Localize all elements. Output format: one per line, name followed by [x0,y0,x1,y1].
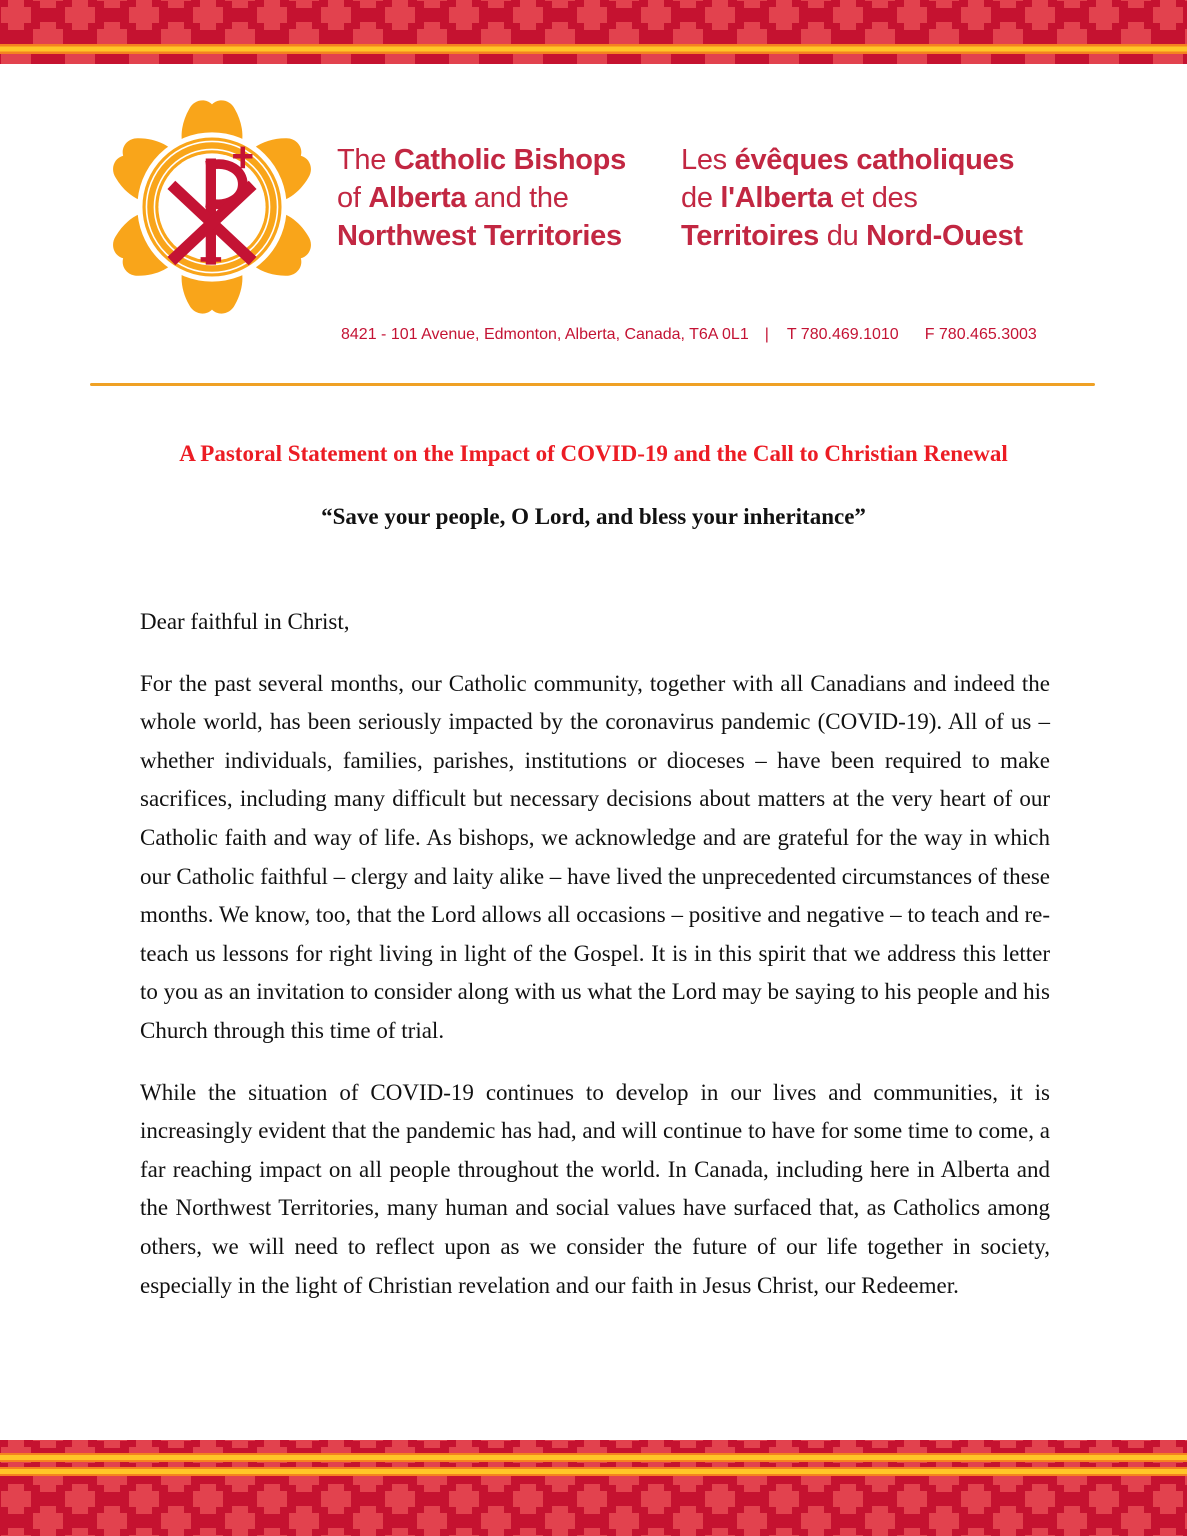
org-word: Les [681,144,735,176]
org-word: et des [832,182,918,214]
document-subtitle: “Save your people, O Lord, and bless your inheritance” [321,504,866,529]
salutation: Dear faithful in Christ, [140,609,350,634]
org-word-bold: évêques catholiques [734,144,1015,176]
top-border-pattern [0,0,1187,64]
org-word: The [337,144,394,176]
org-word-bold: Northwest Territories [337,220,622,252]
gold-divider-rule [90,383,1095,386]
org-name-line [337,217,626,255]
org-word-bold: l'Alberta [720,182,833,214]
phone-number: T 780.469.1010 [786,326,899,343]
org-word-bold: Nord-Ouest [866,220,1023,252]
org-word-bold: Territoires [681,220,819,252]
org-word: of [337,182,369,214]
paragraph: For the past several months, our Catholic community, together with all Canadians and indeed the whole world, has been seriously impacted by the coronavirus pandemic (COVID-19). All of us – whether individuals, families, parishes, institutions or dioceses – have been required to make sacrifices, including many difficult but necessary decisions about matters at the very heart of our Catholic faith and way of life. As bishops, we acknowledge and are grateful for the way in which our Catholic faithful – clergy and laity alike – have lived the unprecedented circumstances of these months. We know, too, that the Lord allows all occasions – positive and negative – to teach and re-teach us lessons for right living in light of the Gospel. It is in this spirit that we address this letter to you as an invitation to consider along with us what the Lord may be saying to his people and his Church through this time of trial. [140,670,1050,1043]
document-title: A Pastoral Statement on the Impact of COVID-19 and the Call to Christian Renewal [179,441,1008,466]
org-name-line [681,141,1023,179]
org-name-line [681,179,1023,217]
org-word-bold: Alberta [368,182,467,214]
org-name-french [681,141,1023,255]
address-line [341,326,1101,344]
org-word-bold: Catholic Bishops [393,144,626,176]
org-name-line [681,217,1023,255]
org-word: and the [466,182,569,214]
paragraph: While the situation of COVID-19 continues to develop in our lives and communities, it is increasingly evident that the pandemic has had, and will continue to have for some time to come, a far reaching impact on all people throughout the world. In Canada, including here in Alberta and the Northwest Territories, many human and social values have surfaced that, as Catholics among others, we will need to reflect upon as we consider the future of our life together in society, especially in the light of Christian revelation and our faith in Jesus Christ, our Redeemer. [140,1079,1050,1298]
fax-number: F 780.465.3003 [924,326,1037,343]
org-word: du [819,220,867,252]
org-name-line [337,141,626,179]
org-word: de [681,182,721,214]
street-address: 8421 - 101 Avenue, Edmonton, Alberta, Canada, T6A 0L1 [341,326,749,343]
bishops-logo [98,84,326,330]
address-separator: | [764,326,769,343]
bottom-border-pattern [0,1440,1187,1536]
letter-body [140,603,1050,1328]
org-name-line [337,179,626,217]
org-name-english [337,141,626,255]
